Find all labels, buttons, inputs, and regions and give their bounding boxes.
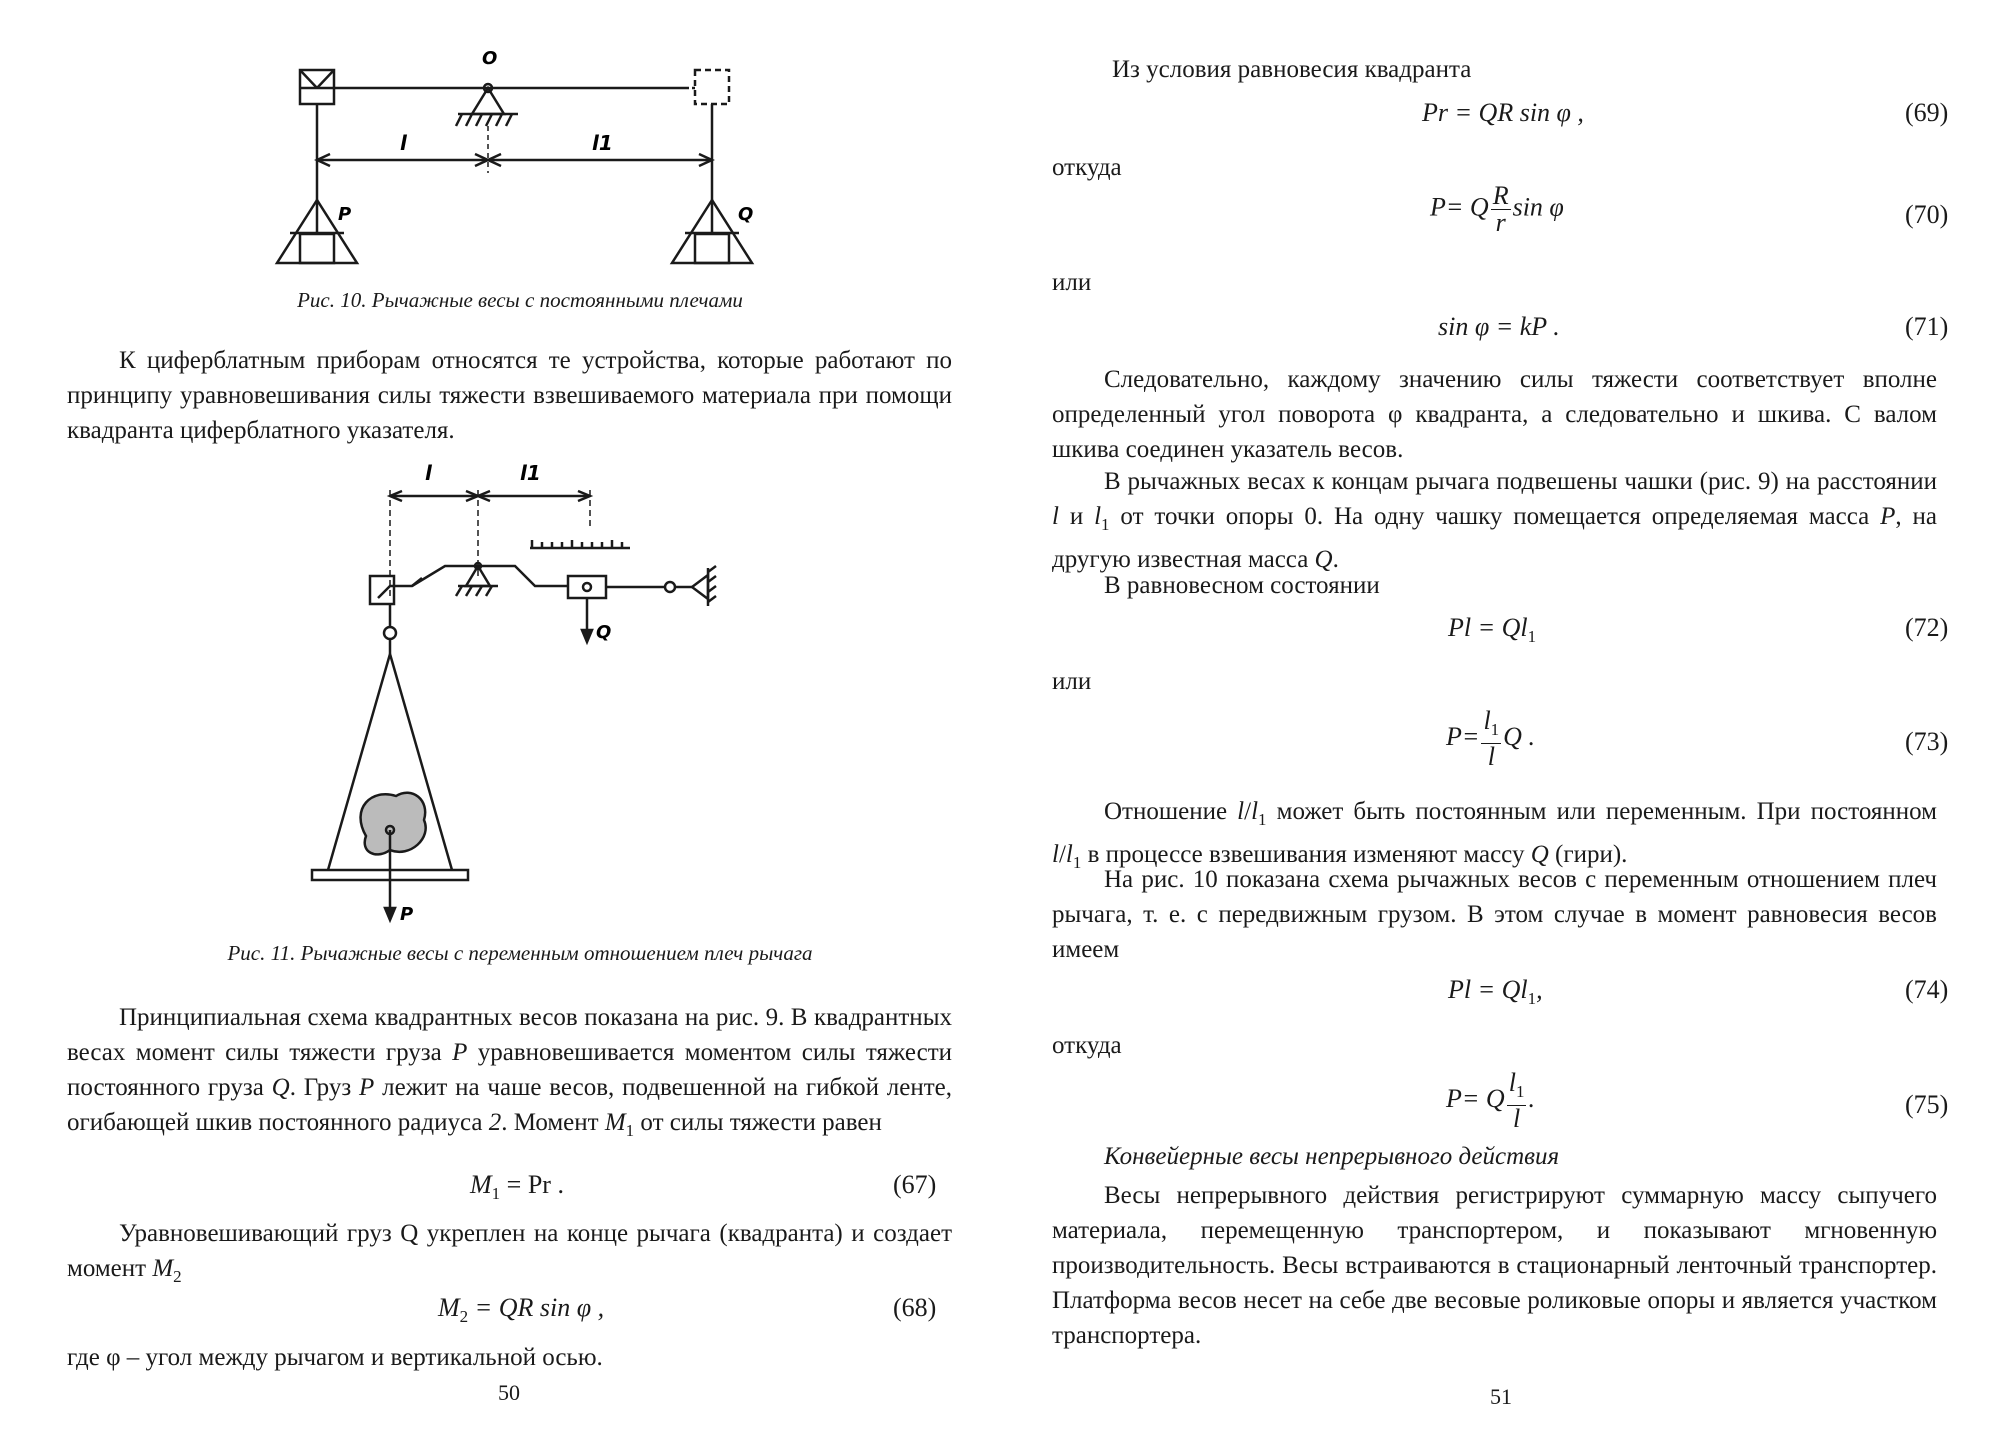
right-paragraph-3: В рычажных весах к концам рычага подвешены чашки (рис. 9) на расстоянии l и $l_1$ от точки опоры 0. На одну чашку помещается определяемая масса P, на другую известная масса Q. <box>1052 468 1937 573</box>
right-word-otkuda-1: откуда <box>1052 154 1122 181</box>
right-page <box>1000 0 2000 1443</box>
equation-73: P= $\frac{l_1}{l}$ Q . <box>1446 706 1535 772</box>
fig11-label-l1: l1 <box>520 461 541 485</box>
right-paragraph-6: На рис. 10 показана схема рычажных весов с переменным отношением плеч рычага, т. е. с передвижным грузом. В этом случае в момент равновесия весов имеем <box>1052 866 1937 963</box>
fig11-label-q: Q <box>596 622 612 643</box>
equation-68: $M_2$ = QR sin φ , <box>438 1293 605 1327</box>
equation-72: $Pl = Ql_1$ <box>1448 613 1537 647</box>
equation-69-number: (69) <box>1905 98 1949 127</box>
right-paragraph-7: Весы непрерывного действия регистрируют суммарную массу сыпучего материала, перемещенную транспортером, и показывают мгновенную производительность. Весы встраиваются в стационарный ленточный транспортер. Платформа весов несет на себе две весовые роликовые опоры и является участком транспортера. <box>1052 1182 1937 1349</box>
figure-10-diagram <box>260 48 780 278</box>
equation-71: sin φ = kP . <box>1438 312 1560 341</box>
fig10-label-l: l <box>400 131 407 155</box>
section-subheading: Конвейерные весы непрерывного действия <box>1104 1143 1560 1170</box>
fig10-label-p: P <box>338 204 352 225</box>
right-paragraph-1: Из условия равновесия квадранта <box>1112 56 1472 83</box>
figure-10-caption: Рис. 10. Рычажные весы с постоянными плечами <box>297 288 743 312</box>
figure-11-diagram <box>300 458 740 933</box>
equation-74: $Pl = Ql_1$, <box>1448 975 1543 1009</box>
page-number-left: 50 <box>498 1380 520 1405</box>
right-word-ili-2: или <box>1052 668 1092 695</box>
equation-67: $M_1 = Pr$ . <box>470 1170 564 1204</box>
left-paragraph-3: Уравновешивающий груз Q укреплен на конце рычага (квадранта) и создает момент $M_2$ <box>67 1220 952 1286</box>
fig10-label-o: O <box>482 48 498 69</box>
left-paragraph-1: К циферблатным приборам относятся те устройства, которые работают по принципу уравновешивания силы тяжести взвешиваемого материала при помощи квадранта циферблатного указателя. <box>67 347 952 444</box>
page-number-right: 51 <box>1490 1384 1512 1409</box>
right-word-otkuda-2: откуда <box>1052 1032 1122 1059</box>
equation-70: P= Q $\frac{R}{r}$ sin φ <box>1430 181 1564 237</box>
right-paragraph-5: Отношение $l/l_1$ может быть постоянным или переменным. При постоянном $l/l_1$ в процессе взвешивания изменяют массу Q (гири). <box>1052 798 1937 872</box>
equation-75-number: (75) <box>1905 1090 1949 1119</box>
right-paragraph-4: В равновесном состоянии <box>1104 572 1380 599</box>
fig10-label-l1: l1 <box>592 131 613 155</box>
equation-71-number: (71) <box>1905 312 1949 341</box>
equation-75: P= Q $\frac{l_1}{l}$ . <box>1446 1068 1535 1134</box>
figure-11-caption: Рис. 11. Рычажные весы с переменным отношением плеч рычага <box>227 941 813 965</box>
right-paragraph-2: Следовательно, каждому значению силы тяжести соответствует вполне определенный угол поворота φ квадранта, а следовательно и шкива. С валом шкива соединен указатель весов. <box>1052 366 1937 463</box>
equation-70-number: (70) <box>1905 200 1949 229</box>
equation-69: Pr = QR sin φ , <box>1422 98 1584 127</box>
fig11-label-l: l <box>425 461 432 485</box>
left-paragraph-4: где φ – угол между рычагом и вертикальной осью. <box>67 1344 603 1371</box>
left-paragraph-2: Принципиальная схема квадрантных весов показана на рис. 9. В квадрантных весах момент силы тяжести груза P уравновешивается моментом силы тяжести постоянного груза Q. Груз P лежит на чаше весов, подвешенной на гибкой ленте, огибающей шкив постоянного радиуса 2. Момент $M_1$ от силы тяжести равен <box>67 1004 952 1140</box>
equation-74-number: (74) <box>1905 975 1949 1004</box>
right-word-ili-1: или <box>1052 269 1092 296</box>
equation-67-number: (67) <box>893 1170 937 1199</box>
equation-68-number: (68) <box>893 1293 937 1322</box>
fig11-label-p: P <box>400 904 414 925</box>
fig10-label-q: Q <box>738 204 754 225</box>
equation-73-number: (73) <box>1905 727 1949 756</box>
equation-72-number: (72) <box>1905 613 1949 642</box>
